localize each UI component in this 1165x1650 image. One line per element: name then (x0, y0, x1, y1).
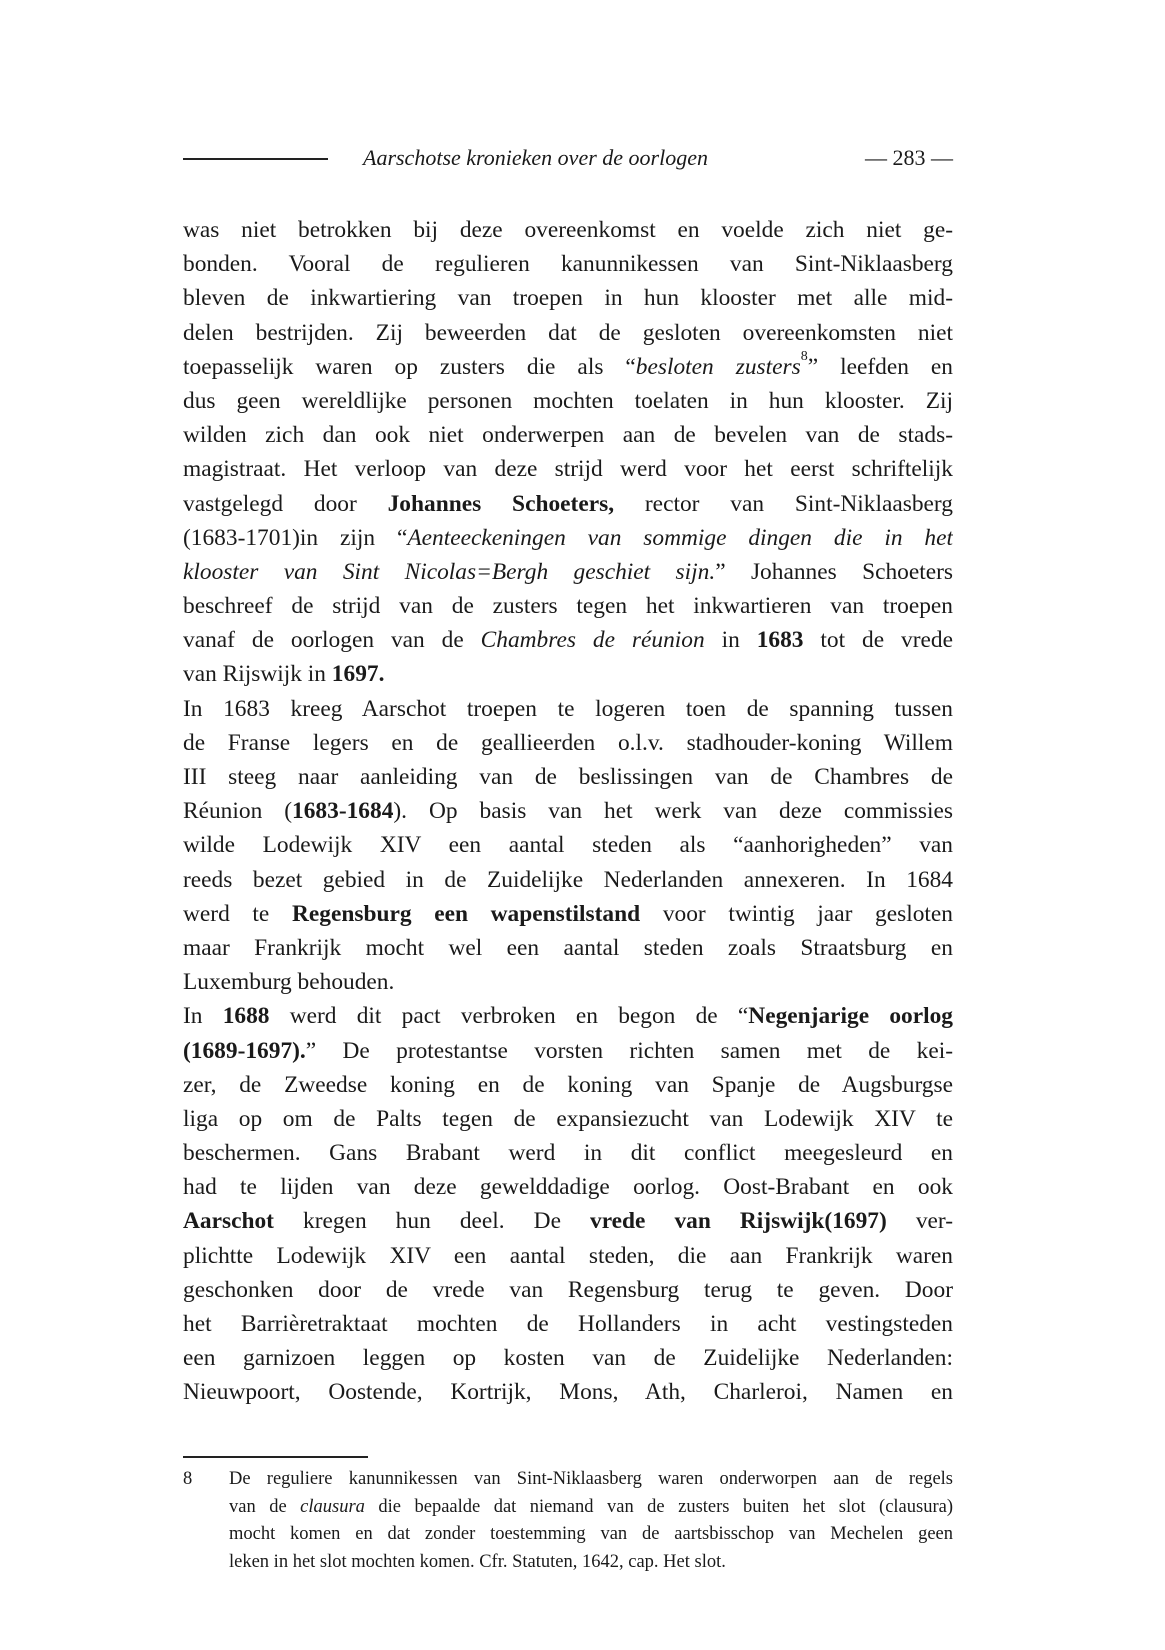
text-line: Luxemburg behouden. (183, 969, 395, 996)
footnote-line: van de clausura die bepaalde dat niemand van de zusters buiten het slot (clausura) (229, 1496, 953, 1517)
text-line: wilden zich dan ook niet onderwerpen aan de bevelen van de stads- (183, 422, 953, 449)
text-line: Nieuwpoort, Oostende, Kortrijk, Mons, Ath, Charleroi, Namen en (183, 1379, 953, 1406)
running-title: Aarschotse kronieken over de oorlogen (363, 145, 708, 170)
text-line: van Rijswijk in 1697. (183, 661, 385, 688)
running-header (183, 143, 953, 173)
text-line: III steeg naar aanleiding van de beslissingen van de Chambres de (183, 764, 953, 790)
text-line: vanaf de oorlogen van de Chambres de réunion in 1683 tot de vrede (183, 627, 953, 654)
text-line: Aarschot kregen hun deel. De vrede van Rijswijk(1697) ver- (183, 1208, 953, 1235)
text-line: de Franse legers en de geallieerden o.l.v. stadhouder-koning Willem (183, 729, 953, 756)
footnote-rule (183, 1456, 368, 1458)
text-line: een garnizoen leggen op kosten van de Zuidelijke Nederlanden: (183, 1345, 953, 1372)
text-line: had te lijden van deze gewelddadige oorlog. Oost-Brabant en ook (183, 1174, 953, 1201)
text-line: In 1688 werd dit pact verbroken en begon de “Negenjarige oorlog (183, 1003, 953, 1030)
text-line: (1683-1701)in zijn “Aenteeckeningen van sommige dingen die in het (183, 524, 953, 551)
footnote-body (229, 1466, 953, 1576)
page-number: — 283 — (865, 145, 953, 170)
text-line: maar Frankrijk mocht wel een aantal steden zoals Straatsburg en (183, 934, 953, 961)
text-line: bonden. Vooral de regulieren kanunnikessen van Sint-Niklaasberg (183, 251, 953, 278)
footnote-line: De reguliere kanunnikessen van Sint-Niklaasberg waren onderworpen aan de regels (229, 1469, 953, 1489)
text-line: vastgelegd door Johannes Schoeters, rector van Sint-Niklaasberg (183, 490, 953, 517)
text-line: klooster van Sint Nicolas=Bergh geschiet sijn.” Johannes Schoeters (183, 558, 953, 585)
footnote-line: mocht komen en dat zonder toestemming van de aartsbisschop van Mechelen geen (229, 1524, 953, 1544)
text-line: beschermen. Gans Brabant werd in dit conflict meegesleurd en (183, 1140, 953, 1167)
text-line: Réunion (1683-1684). Op basis van het werk van deze commissies (183, 798, 953, 825)
text-line: wilde Lodewijk XIV een aantal steden als “aanhorigheden” van (183, 832, 953, 859)
text-line: In 1683 kreeg Aarschot troepen te logeren toen de spanning tussen (183, 695, 953, 722)
body-text (183, 213, 953, 1410)
text-line: toepasselijk waren op zusters die als “besloten zusters$^8$” leefden en (183, 349, 953, 380)
text-line: geschonken door de vrede van Regensburg terug te geven. Door (183, 1276, 953, 1303)
text-line: dus geen wereldlijke personen mochten toelaten in hun klooster. Zij (183, 387, 953, 414)
text-line: zer, de Zweedse koning en de koning van Spanje de Augsburgse (183, 1071, 953, 1098)
text-line: liga op om de Palts tegen de expansiezucht van Lodewijk XIV te (183, 1105, 953, 1132)
footnote-number: 8 (183, 1469, 193, 1489)
text-line: plichtte Lodewijk XIV een aantal steden, die aan Frankrijk waren (183, 1242, 953, 1269)
header-rule (183, 158, 328, 160)
text-line: (1689-1697).” De protestantse vorsten richten samen met de kei- (183, 1037, 953, 1064)
text-line: reeds bezet gebied in de Zuidelijke Nederlanden annexeren. In 1684 (183, 866, 953, 893)
footnote-ref: 8 (800, 349, 808, 364)
text-line: beschreef de strijd van de zusters tegen het inkwartieren van troepen (183, 593, 953, 620)
text-line: bleven de inkwartiering van troepen in hun klooster met alle mid- (183, 285, 953, 312)
text-line: delen bestrijden. Zij beweerden dat de gesloten overeenkomsten niet (183, 319, 953, 346)
text-line: magistraat. Het verloop van deze strijd werd voor het eerst schriftelijk (183, 456, 953, 483)
text-line: het Barrièretraktaat mochten de Hollanders in acht vestingsteden (183, 1311, 953, 1337)
text-line: werd te Regensburg een wapenstilstand voor twintig jaar gesloten (183, 900, 953, 927)
text-line: was niet betrokken bij deze overeenkomst en voelde zich niet ge- (183, 217, 953, 243)
footnote-line: leken in het slot mochten komen. Cfr. Statuten, 1642, cap. Het slot. (229, 1551, 726, 1572)
